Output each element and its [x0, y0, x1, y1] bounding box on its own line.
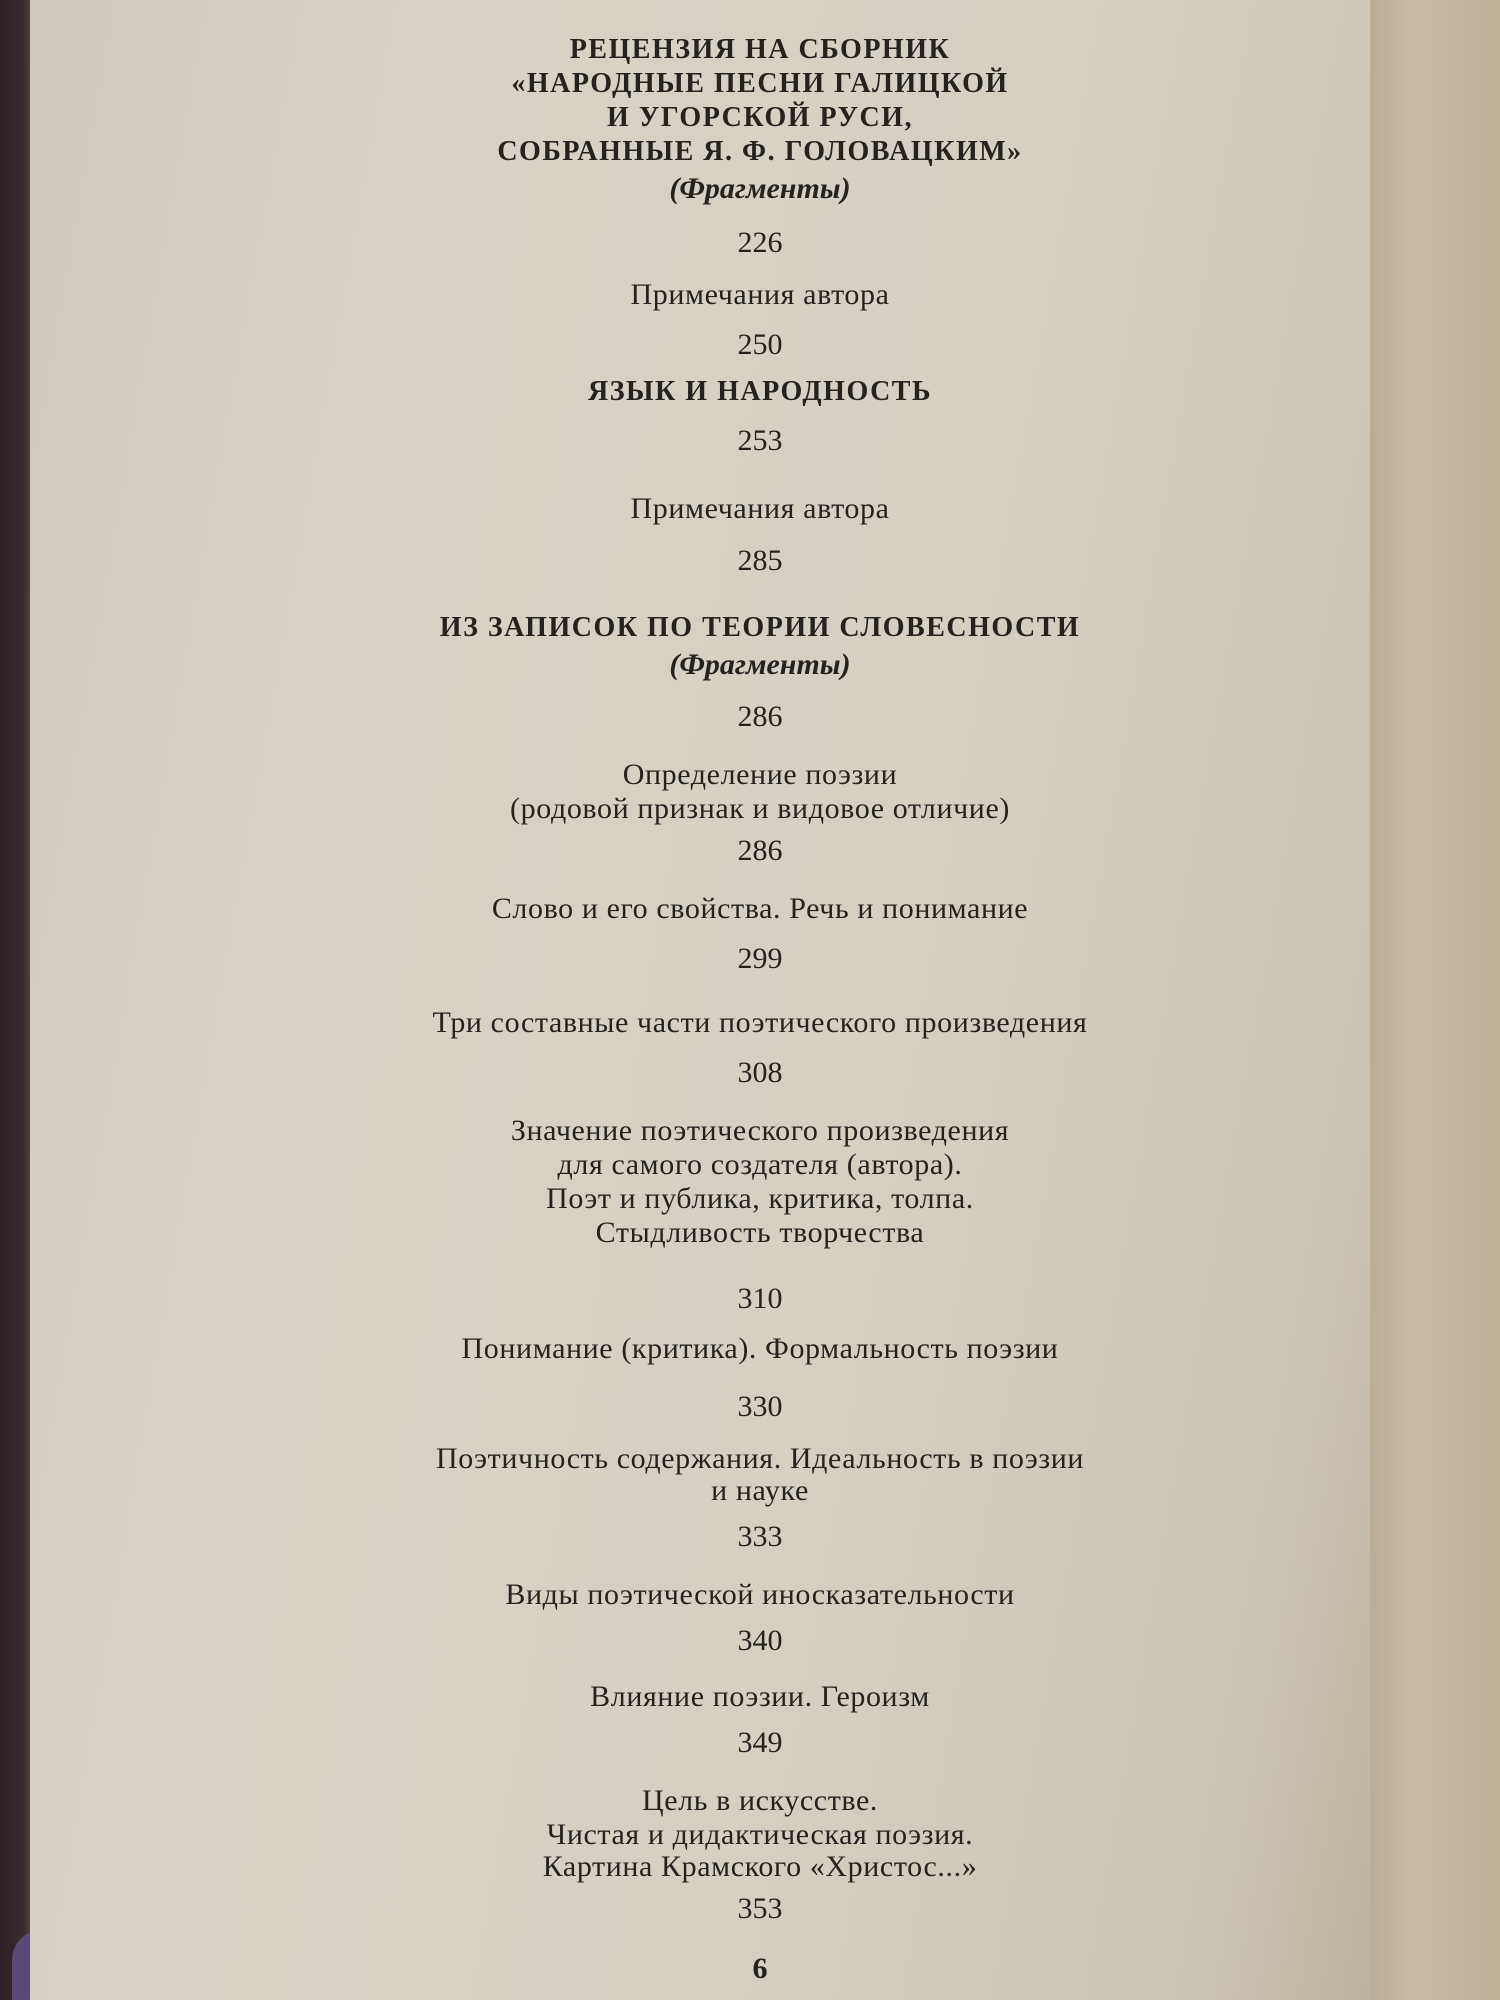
page-ref-language-notes[interactable]: 285 [737, 544, 783, 577]
entry-poeticity-line1[interactable]: Поэтичность содержания. Идеальность в поэзии [435, 1442, 1085, 1475]
entry-allegory[interactable]: Виды поэтической иносказательности [505, 1578, 1015, 1611]
entry-criticism[interactable]: Понимание (критика). Формальность поэзии [461, 1332, 1059, 1365]
entry-goal-line2[interactable]: Чистая и дидактическая поэзия. [546, 1818, 974, 1851]
page-ref-goal[interactable]: 353 [737, 1892, 783, 1925]
entry-review-notes[interactable]: Примечания автора [630, 278, 890, 311]
page-ref-poeticity[interactable]: 333 [737, 1520, 783, 1553]
entry-word[interactable]: Слово и его свойства. Речь и понимание [491, 892, 1029, 925]
page-ref-theory[interactable]: 286 [737, 700, 783, 733]
entry-meaning-line1[interactable]: Значение поэтического произведения [510, 1114, 1010, 1147]
section-title-review-line2: «НАРОДНЫЕ ПЕСНИ ГАЛИЦКОЙ [511, 68, 1009, 99]
page-ref-word[interactable]: 299 [737, 942, 783, 975]
page-ref-meaning[interactable]: 310 [737, 1282, 783, 1315]
section-title-review-line1: РЕЦЕНЗИЯ НА СБОРНИК [569, 34, 951, 65]
section-note-fragments: (Фрагменты) [669, 172, 851, 205]
entry-definition-line2[interactable]: (родовой признак и видовое отличие) [510, 792, 1010, 825]
page-ref-allegory[interactable]: 340 [737, 1624, 783, 1657]
page-ref-review-notes[interactable]: 250 [737, 328, 783, 361]
entry-goal-line1[interactable]: Цель в искусстве. [641, 1784, 879, 1817]
entry-definition-line1[interactable]: Определение поэзии [622, 758, 898, 791]
page-number: 6 [752, 1952, 768, 1985]
book-page [30, 0, 1370, 2000]
page-ref-language[interactable]: 253 [737, 424, 783, 457]
page-ref-review[interactable]: 226 [737, 226, 783, 259]
entry-meaning-line2[interactable]: для самого создателя (автора). [557, 1148, 963, 1181]
entry-language-notes[interactable]: Примечания автора [630, 492, 890, 525]
entry-meaning-line3[interactable]: Поэт и публика, критика, толпа. [546, 1182, 974, 1215]
section-title-language: ЯЗЫК И НАРОДНОСТЬ [588, 376, 932, 407]
section-note-theory-fragments: (Фрагменты) [669, 648, 851, 681]
section-title-review-line4: СОБРАННЫЕ Я. Ф. ГОЛОВАЦКИМ» [497, 136, 1023, 167]
section-title-review-line3: И УГОРСКОЙ РУСИ, [606, 102, 913, 133]
entry-meaning-line4[interactable]: Стыдливость творчества [595, 1216, 925, 1249]
page-ref-influence[interactable]: 349 [737, 1726, 783, 1759]
table-of-contents [30, 0, 1370, 2000]
page-ref-parts[interactable]: 308 [737, 1056, 783, 1089]
entry-parts[interactable]: Три составные части поэтического произведения [432, 1006, 1088, 1039]
page-ref-criticism[interactable]: 330 [737, 1390, 783, 1423]
entry-poeticity-line2[interactable]: и науке [711, 1474, 809, 1507]
entry-goal-line3[interactable]: Картина Крамского «Христос...» [542, 1850, 978, 1883]
page-ref-definition[interactable]: 286 [737, 834, 783, 867]
entry-influence[interactable]: Влияние поэзии. Героизм [590, 1680, 930, 1713]
section-title-theory: ИЗ ЗАПИСОК ПО ТЕОРИИ СЛОВЕСНОСТИ [439, 612, 1081, 643]
